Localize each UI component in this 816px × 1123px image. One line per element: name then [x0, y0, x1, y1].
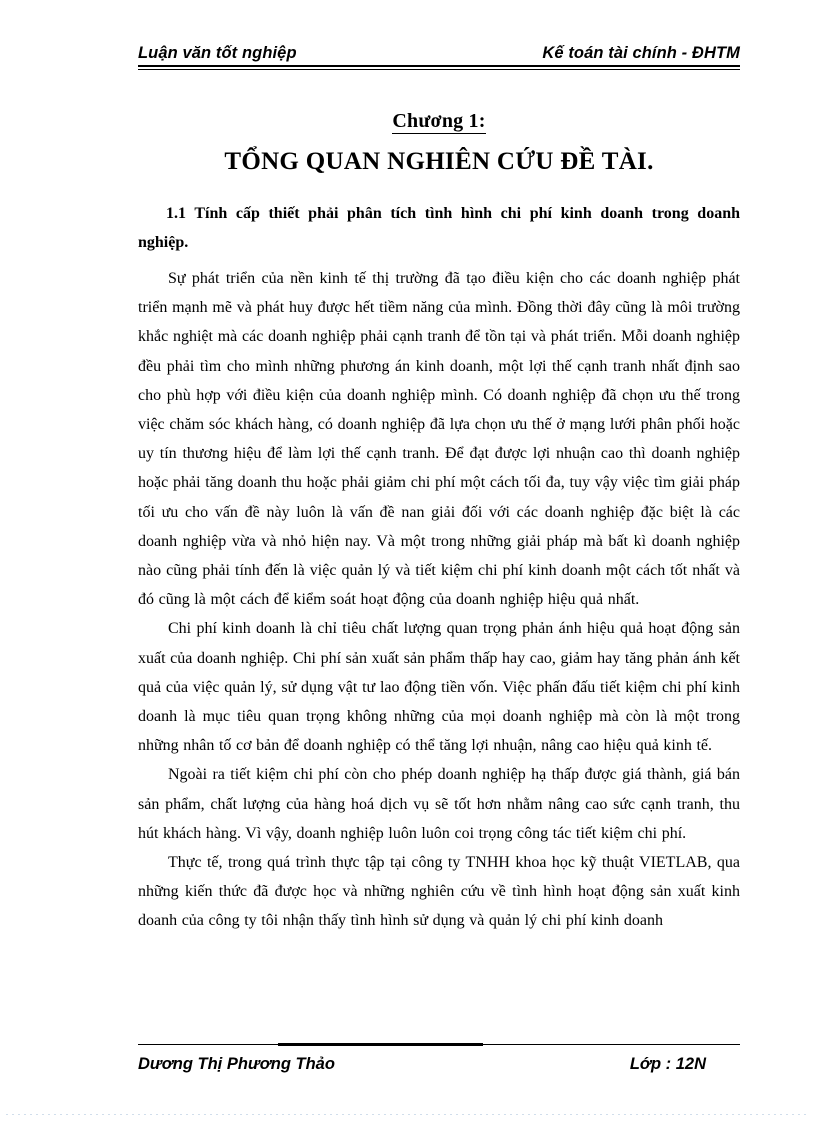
- footer-row: [138, 1055, 740, 1074]
- page-footer: [138, 1043, 740, 1074]
- page-header: [138, 44, 740, 74]
- paragraph: Chi phí kinh doanh là chỉ tiêu chất lượng quan trọng phản ánh hiệu quả hoạt động sản xuất của doanh nghiệp. Chi phí sản xuất sản phẩm thấp hay cao, giảm hay tăng phản ánh kết quả của việc quản lý, sử dụng vật tư lao động tiền vốn. Việc phấn đấu tiết kiệm chi phí kinh doanh là mục tiêu quan trọng không những của mọi doanh nghiệp mà còn là một trong những nhân tố cơ bản để doanh nghiệp có thể tăng lợi nhuận, nâng cao hiệu quả kinh tế.: [138, 620, 740, 755]
- scan-edge-artifact: [6, 1114, 808, 1115]
- header-left-text: Luận văn tốt nghiệp: [138, 44, 297, 62]
- paragraph: Sự phát triển của nền kinh tế thị trường đã tạo điều kiện cho các doanh nghiệp phát triển mạnh mẽ và phát huy được hết tiềm năng của mình. Đồng thời đây cũng là môi trường khắc nghiệt mà các doanh nghiệp phải cạnh tranh để tồn tại và phát triển. Mỗi doanh nghiệp đều phải tìm cho mình những phương án kinh doanh, một lợi thế cạnh tranh nhất định sao cho phù hợp với điều kiện của doanh nghiệp mình. Có doanh nghiệp đã chọn ưu thế trong việc chăm sóc khách hàng, có doanh nghiệp đã lựa chọn ưu thế ở mạng lưới phân phối hoặc uy tín thương hiệu để làm lợi thế cạnh tranh. Để đạt được lợi nhuận cao thì doanh nghiệp hoặc phải tăng doanh thu hoặc phải giảm chi phí một cách tối đa, tuy vậy việc tìm giải pháp tối ưu cho vấn đề này luôn là vấn đề nan giải đối với các doanh nghiệp đặc biệt là các doanh nghiệp vừa và nhỏ hiện nay. Và một trong những giải pháp mà bất kì doanh nghiệp nào cũng phải tính đến là việc quản lý và tiết kiệm chi phí kinh doanh một cách tốt nhất và đó cũng là một cách để kiểm soát hoạt động của doanh nghiệp hiệu quả nhất.: [138, 270, 740, 609]
- chapter-label: [138, 110, 740, 133]
- header-rule-secondary: [138, 69, 740, 70]
- header-rule-primary: [138, 65, 740, 67]
- page-title: TỔNG QUAN NGHIÊN CỨU ĐỀ TÀI.: [224, 148, 654, 175]
- body-text: [138, 264, 740, 936]
- footer-rule-heavy: [278, 1043, 483, 1046]
- section-heading: 1.1 Tính cấp thiết phải phân tích tình hình chi phí kinh doanh trong doanh nghiệp.: [138, 205, 740, 251]
- paragraph: Thực tế, trong quá trình thực tập tại công ty TNHH khoa học kỹ thuật VIETLAB, qua những kiến thức đã được học và những nghiên cứu về tình hình hoạt động sản xuất kinh doanh của công ty tôi nhận thấy tình hình sử dụng và quản lý chi phí kinh doanh: [138, 854, 740, 930]
- paragraph: Ngoài ra tiết kiệm chi phí còn cho phép doanh nghiệp hạ thấp được giá thành, giá bán sản phẩm, chất lượng của hàng hoá dịch vụ sẽ tốt hơn nhằm nâng cao sức cạnh tranh, thu hút khách hàng. Vì vậy, doanh nghiệp luôn luôn coi trọng công tác tiết kiệm chi phí.: [138, 766, 740, 842]
- header-row: [138, 44, 740, 65]
- footer-class: Lớp : 12N: [629, 1055, 706, 1073]
- footer-rule: [138, 1043, 740, 1047]
- footer-author: Dương Thị Phương Thảo: [138, 1055, 335, 1073]
- header-right-text: Kế toán tài chính - ĐHTM: [542, 44, 740, 62]
- chapter-label-text: Chương 1:: [392, 110, 486, 132]
